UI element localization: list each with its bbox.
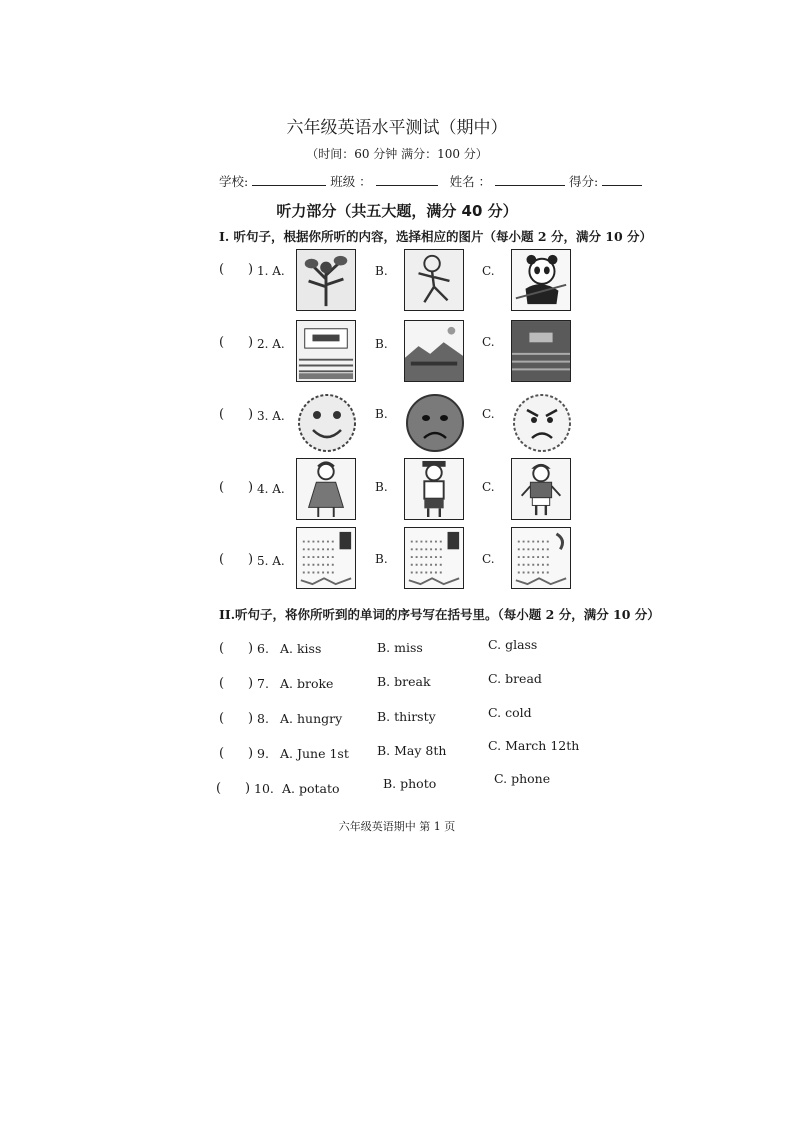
running-boy-icon[interactable]	[404, 249, 464, 311]
class-label: 班级 ：	[330, 174, 372, 189]
question-number: 7.	[257, 676, 269, 691]
option-b: B. thirsty	[377, 709, 436, 724]
answer-paren-close: )	[248, 711, 254, 726]
option-b: B. miss	[377, 640, 423, 655]
question-number: 9.	[257, 746, 269, 761]
option-b: B. break	[377, 674, 431, 689]
section-title: 听力部分（共五大题，满分 40 分）	[276, 202, 518, 220]
question-number: 10.	[254, 781, 274, 796]
panda-icon[interactable]	[511, 249, 571, 311]
calendar-june-icon[interactable]	[296, 527, 356, 589]
score-blank[interactable]	[602, 174, 642, 186]
sad-face-icon[interactable]	[404, 390, 466, 456]
question-label: 3. A.	[257, 409, 285, 423]
page-title: 六年级英语水平测试（期中）	[286, 118, 508, 138]
option-c: C. glass	[488, 637, 538, 652]
option-c: C. phone	[494, 771, 551, 786]
name-blank[interactable]	[495, 174, 565, 186]
answer-paren-open[interactable]: (	[219, 746, 225, 761]
name-label: 姓名 ：	[449, 174, 492, 189]
question-label: 1. A.	[257, 264, 285, 278]
wilted-plant-icon[interactable]	[296, 249, 356, 311]
question-label: 5. A.	[257, 554, 285, 568]
school-label: 学校:	[219, 174, 249, 189]
option-c-label: C.	[482, 335, 495, 349]
page-footer: 六年级英语期中 第 1 页	[338, 820, 456, 833]
calendar-icon[interactable]	[511, 527, 571, 589]
answer-paren-close: )	[248, 746, 254, 761]
answer-paren-open[interactable]: (	[219, 552, 225, 567]
info-row	[219, 172, 642, 190]
option-c-label: C.	[482, 480, 495, 494]
option-b-label: B.	[375, 264, 388, 278]
option-a: A. broke	[280, 676, 334, 691]
answer-paren-open[interactable]: (	[216, 781, 222, 796]
answer-paren-close: )	[248, 262, 254, 277]
option-a: A. potato	[282, 781, 340, 796]
class-blank[interactable]	[376, 174, 438, 186]
classroom-scene-icon[interactable]	[296, 320, 356, 382]
answer-paren-close: )	[248, 676, 254, 691]
part2-instruction: II.听句子，将你所听到的单词的序号写在括号里。（每小题 2 分，满分 10 分）	[219, 607, 660, 622]
option-b-label: B.	[375, 337, 388, 351]
exam-subtitle: （时间：60 分钟 满分：100 分）	[306, 147, 488, 161]
option-b: B. May 8th	[377, 743, 447, 758]
question-number: 8.	[257, 711, 269, 726]
option-c-label: C.	[482, 552, 495, 566]
option-c-label: C.	[482, 264, 495, 278]
school-blank[interactable]	[252, 174, 326, 186]
answer-paren-close: )	[245, 781, 251, 796]
answer-paren-open[interactable]: (	[219, 641, 225, 656]
answer-paren-close: )	[248, 552, 254, 567]
boy-figure-icon[interactable]	[404, 458, 464, 520]
answer-paren-close: )	[248, 407, 254, 422]
option-b-label: B.	[375, 552, 388, 566]
option-a: A. hungry	[280, 711, 343, 726]
angry-face-icon[interactable]	[511, 390, 573, 456]
option-c-label: C.	[482, 407, 495, 421]
landscape-scene-icon[interactable]	[404, 320, 464, 382]
boy-standing-icon[interactable]	[511, 458, 571, 520]
answer-paren-open[interactable]: (	[219, 480, 225, 495]
option-b-label: B.	[375, 407, 388, 421]
dark-scene-icon[interactable]	[511, 320, 571, 382]
happy-face-icon[interactable]	[296, 390, 358, 456]
part1-instruction: I. 听句子，根据你所听的内容，选择相应的图片（每小题 2 分，满分 10 分）	[219, 229, 653, 244]
option-a: A. kiss	[280, 641, 322, 656]
answer-paren-close: )	[248, 641, 254, 656]
option-c: C. March 12th	[488, 738, 580, 753]
option-c: C. cold	[488, 705, 532, 720]
question-number: 6.	[257, 641, 269, 656]
answer-paren-open[interactable]: (	[219, 711, 225, 726]
option-b: B. photo	[383, 776, 437, 791]
answer-paren-open[interactable]: (	[219, 262, 225, 277]
option-a: A. June 1st	[280, 746, 349, 761]
option-c: C. bread	[488, 671, 542, 686]
answer-paren-close: )	[248, 335, 254, 350]
option-b-label: B.	[375, 480, 388, 494]
question-label: 4. A.	[257, 482, 285, 496]
answer-paren-close: )	[248, 480, 254, 495]
answer-paren-open[interactable]: (	[219, 335, 225, 350]
answer-paren-open[interactable]: (	[219, 676, 225, 691]
answer-paren-open[interactable]: (	[219, 407, 225, 422]
question-label: 2. A.	[257, 337, 285, 351]
score-label: 得分:	[569, 174, 599, 189]
calendar-september-icon[interactable]	[404, 527, 464, 589]
girl-figure-icon[interactable]	[296, 458, 356, 520]
